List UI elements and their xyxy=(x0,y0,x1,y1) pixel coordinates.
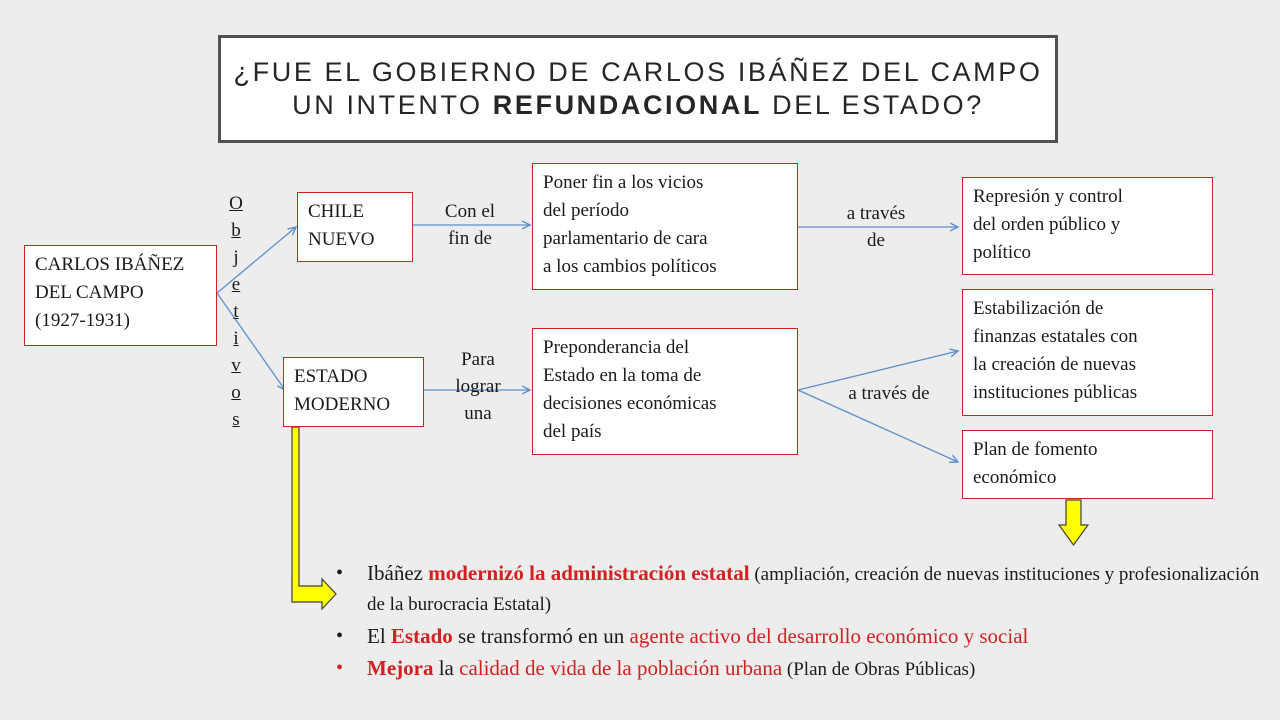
title-box xyxy=(218,35,1058,143)
summary-bullets xyxy=(336,558,1266,683)
title-line-1: ¿FUE EL GOBIERNO DE CARLOS IBÁÑEZ DEL CAMPO xyxy=(233,57,1043,87)
label-con-el-fin-de xyxy=(430,198,510,252)
bullet-text: Ibáñez xyxy=(367,561,429,585)
label-line: a través xyxy=(846,203,906,224)
yellow-down-arrow xyxy=(1059,500,1088,545)
bullet-item-3 xyxy=(336,653,1266,683)
bullet-emphasis: modernizó la administración estatal xyxy=(428,561,750,585)
box-line: político xyxy=(973,242,1032,263)
box-poner-fin xyxy=(532,163,798,290)
box-line: del período xyxy=(543,200,630,221)
box-line: Poner fin a los vicios xyxy=(543,172,704,193)
box-line: finanzas estatales con xyxy=(973,326,1138,347)
box-line: NUEVO xyxy=(308,229,375,250)
bullet-dot: • xyxy=(336,562,344,584)
letter: o xyxy=(231,382,241,403)
title-line-2-bold: REFUNDACIONAL xyxy=(492,90,763,120)
box-line: Plan de fomento xyxy=(973,439,1098,460)
box-line: CHILE xyxy=(308,201,364,222)
box-line: Estabilización de xyxy=(973,298,1104,319)
box-line: instituciones públicas xyxy=(973,382,1138,403)
bullet-emphasis: Estado xyxy=(390,624,453,648)
label-a-traves-de-1 xyxy=(826,200,926,254)
yellow-elbow-arrow xyxy=(292,427,336,609)
bullet-text: se transformó en un xyxy=(452,624,630,648)
bullet-item-2 xyxy=(336,621,1266,651)
box-line: Represión y control xyxy=(973,186,1123,207)
label-line: Con el xyxy=(444,201,496,222)
label-line: de xyxy=(867,230,885,251)
label-line: una xyxy=(464,403,492,424)
box-carlos-ibanez xyxy=(24,245,217,346)
label-para-lograr-una xyxy=(438,346,518,427)
box-line: (1927-1931) xyxy=(35,310,130,331)
box-line: Preponderancia del xyxy=(543,337,690,358)
letter: O xyxy=(229,193,243,214)
box-line: ESTADO xyxy=(294,366,368,387)
box-line: la creación de nuevas xyxy=(973,354,1136,375)
letter: i xyxy=(233,328,239,349)
label-line: fin de xyxy=(448,228,492,249)
box-represion xyxy=(962,177,1213,275)
box-line: del orden público y xyxy=(973,214,1121,235)
label-objetivos-vertical xyxy=(226,190,246,433)
bullet-emphasis: calidad de vida de la población urbana xyxy=(459,656,783,680)
label-line: lograr xyxy=(455,376,501,397)
box-estado-moderno xyxy=(283,357,424,427)
box-line: económico xyxy=(973,467,1057,488)
letter: b xyxy=(231,220,241,241)
box-line: MODERNO xyxy=(294,394,391,415)
bullet-text: El xyxy=(367,624,391,648)
label-line: Para xyxy=(461,349,495,370)
title-line-2 xyxy=(292,89,984,122)
bullet-text-small: (Plan de Obras Públicas) xyxy=(782,659,976,680)
box-plan-fomento xyxy=(962,430,1213,499)
letter: s xyxy=(232,409,240,430)
box-line: CARLOS IBÁÑEZ xyxy=(35,254,185,275)
box-line: del país xyxy=(543,421,602,442)
letter: j xyxy=(233,247,239,268)
box-chile-nuevo xyxy=(297,192,413,262)
title-line-2-pre: UN INTENTO xyxy=(292,90,493,120)
title-line-2-post: DEL ESTADO? xyxy=(762,90,984,120)
bullet-emphasis: agente activo del desarrollo económico y social xyxy=(629,624,1029,648)
box-estabilizacion xyxy=(962,289,1213,416)
box-line: a los cambios políticos xyxy=(543,256,717,277)
box-preponderancia xyxy=(532,328,798,455)
box-line: Estado en la toma de xyxy=(543,365,702,386)
bullet-dot: • xyxy=(336,657,344,679)
box-line: DEL CAMPO xyxy=(35,282,144,303)
box-line: parlamentario de cara xyxy=(543,228,708,249)
bullet-text-small: (ampliación, creación de nuevas instituciones y profesionalización de la burocracia Estatal) xyxy=(367,564,1260,615)
box-line: decisiones económicas xyxy=(543,393,717,414)
letter: e xyxy=(231,274,241,295)
letter: v xyxy=(231,355,241,376)
bullet-dot: • xyxy=(336,625,344,647)
bullet-item-1 xyxy=(336,558,1266,618)
bullet-emphasis: Mejora xyxy=(367,656,434,680)
bullet-text: la xyxy=(433,656,460,680)
label-a-traves-de-2: a través de xyxy=(848,383,930,404)
letter: t xyxy=(233,301,239,322)
